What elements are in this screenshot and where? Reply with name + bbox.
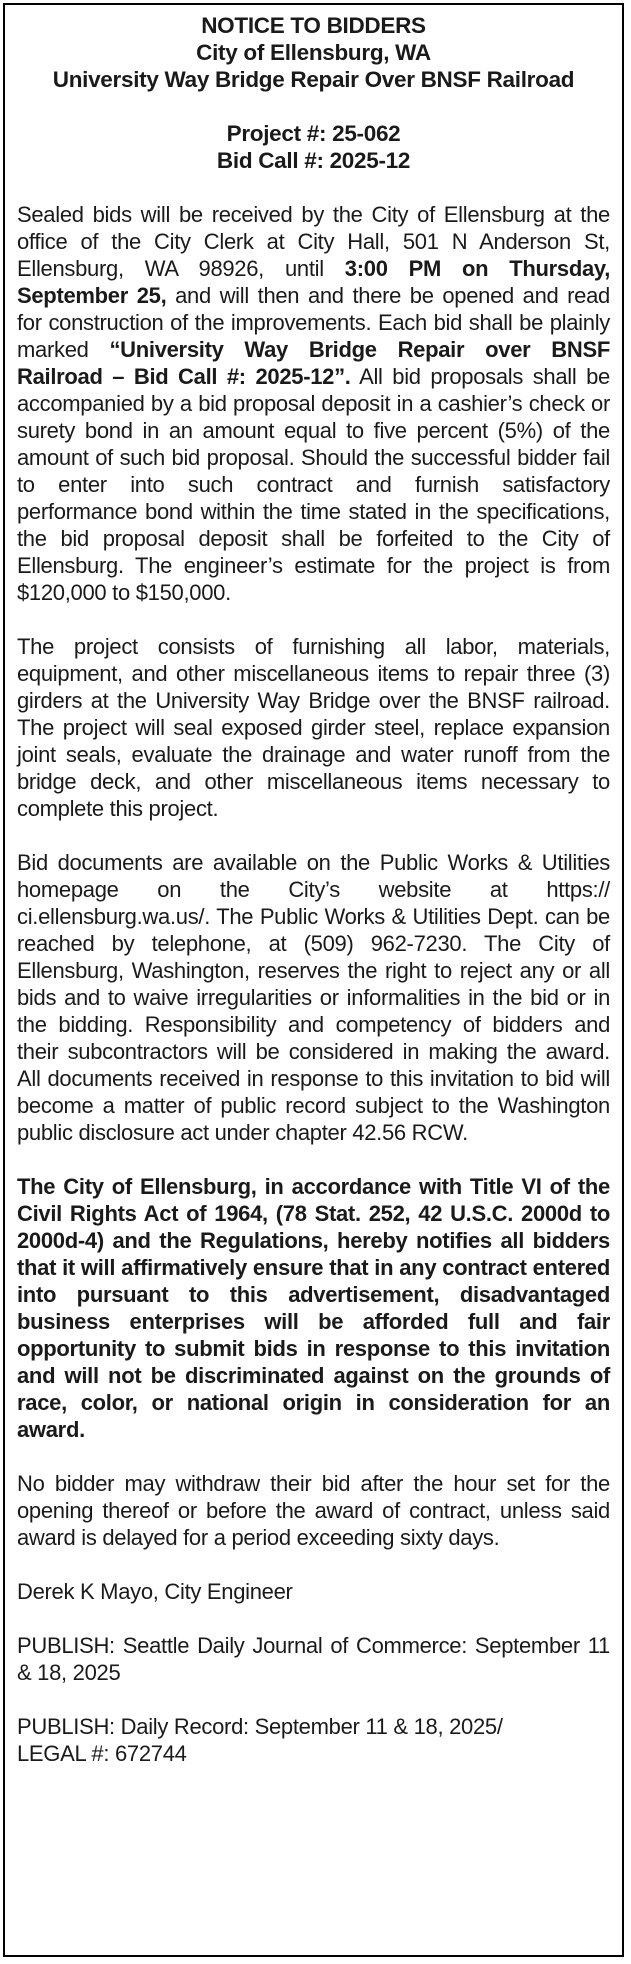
bid-call-number: Bid Call #: 2025-12: [216, 148, 411, 173]
publish-djc: PUBLISH: Seattle Daily Journal of Commerce: September 11 & 18, 2025: [17, 1633, 610, 1685]
notice-city: City of Ellensburg, WA: [196, 40, 431, 65]
bid-intro-text: Sealed bids will be received by the City of Ellensburg at the office of the City Clerk at City Hall, 501 N Anderson St, Ellensburg, WA 98926, until: [17, 202, 610, 281]
project-number: Project #: 25-062: [226, 121, 401, 146]
legal-notice: [3, 3, 624, 1957]
notice-header: [17, 12, 610, 174]
withdrawal-paragraph: No bidder may withdraw their bid after the hour set for the opening thereof or before the award of contract, unless said award is delayed for a period exceeding sixty days.: [17, 1471, 610, 1550]
bid-documents-paragraph: Bid documents are available on the Public Works & Utilities homepage on the City’s website at https:// ci.ellensburg.wa.us/. The Public Works & Utilities Dept. can be reached by telephone, at (509) 962-7230. The City of Ellensburg, Washington, reserves the right to reject any or all bids and to waive irregularities or informalities in the bid or in the bidding. Responsibility and competency of bidders and their subcontractors will be considered in making the award. All documents received in response to this invitation to bid will become a matter of public record subject to the Washington public disclosure act under chapter 42.56 RCW.: [17, 850, 610, 1145]
bid-deadline: 3:00 PM on Thursday, September 25,: [17, 256, 611, 308]
project-scope-paragraph: The project consists of furnishing all labor, materials, equipment, and other miscellaneous items to repair three (3) girders at the University Way Bridge over the BNSF railroad. The project will seal exposed girder steel, replace expansion joint seals, evaluate the drainage and water runoff from the bridge deck, and other miscellaneous items necessary to complete this project.: [17, 634, 610, 821]
notice-title: NOTICE TO BIDDERS: [201, 13, 426, 38]
signature-line: Derek K Mayo, City Engineer: [17, 1579, 293, 1604]
notice-project-name: University Way Bridge Repair Over BNSF Railroad: [52, 67, 575, 92]
publish-daily-record: [17, 1713, 610, 1767]
bid-deposit-text: All bid proposals shall be accompanied by a bid proposal deposit in a cashier’s check or surety bond in an amount equal to five percent (5%) of the amount of such bid proposal. Should the successful bidder fail to enter into such contract and furnish satisfactory performance bond within the time stated in the specifications, the bid proposal deposit shall be forfeited to the City of Ellensburg. The engineer’s estimate for the project is from $120,000 to $150,000.: [17, 364, 610, 605]
bid-submission-paragraph: [17, 201, 610, 606]
bid-marking-text: and will then and there be opened and read for construction of the improvements. Each bid shall be plainly marked: [17, 283, 610, 362]
civil-rights-paragraph: The City of Ellensburg, in accordance with Title VI of the Civil Rights Act of 1964, (78 Stat. 252, 42 U.S.C. 2000d to 2000d-4) and the Regulations, hereby notifies all bidders that it will affirmatively ensure that in any contract entered into pursuant to this advertisement, disadvantaged business enterprises will be afforded full and fair opportunity to submit bids in response to this invitation and will not be discriminated against on the grounds of race, color, or national origin in consideration for an award.: [17, 1174, 610, 1442]
publish-daily-record-dates: PUBLISH: Daily Record: September 11 & 18, 2025/: [17, 1714, 503, 1739]
bid-marking-label: “University Way Bridge Repair over BNSF Railroad – Bid Call #: 2025-12”.: [17, 337, 610, 389]
legal-number: LEGAL #: 672744: [17, 1741, 187, 1766]
